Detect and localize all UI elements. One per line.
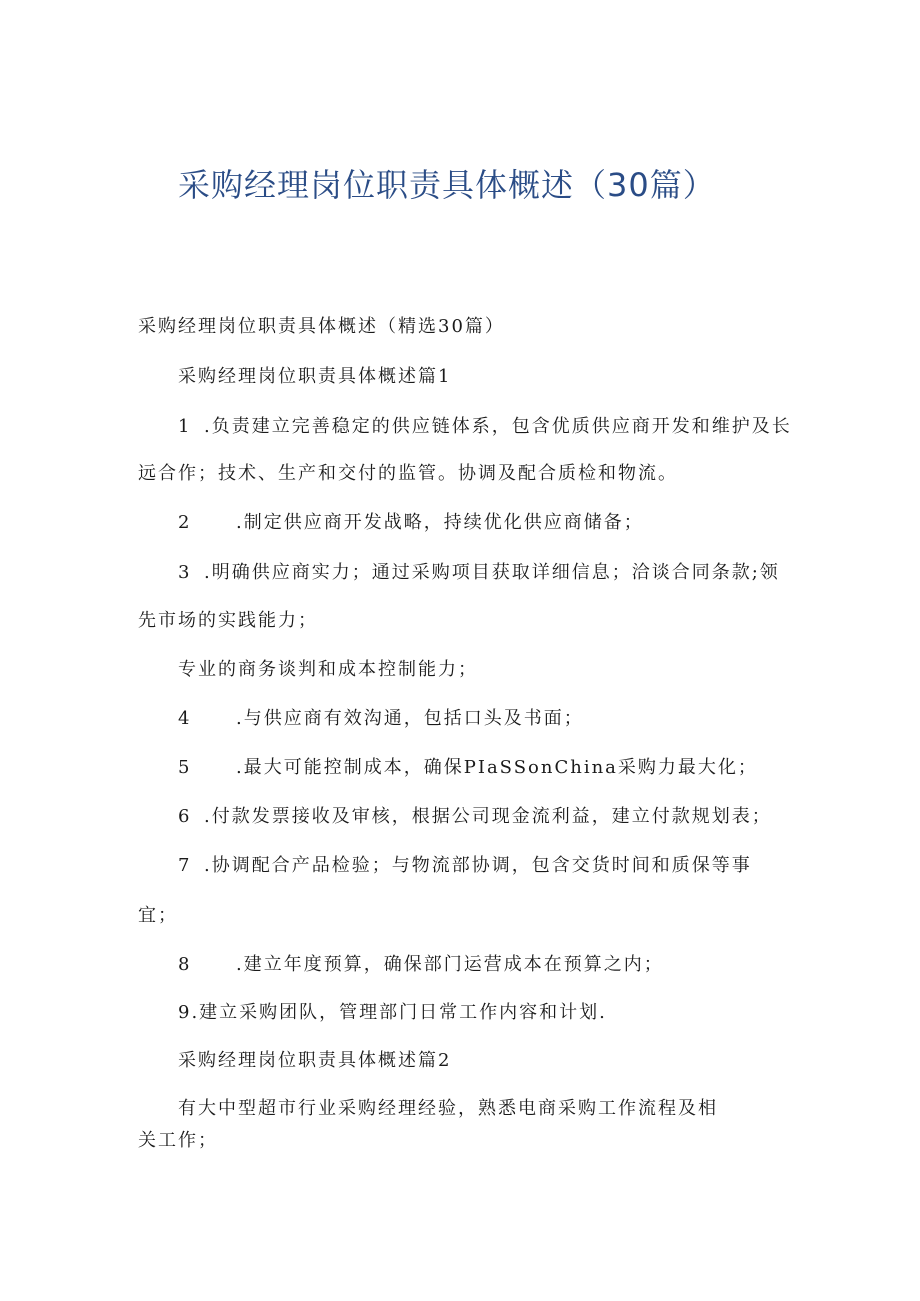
item-1-text: .负责建立完善稳定的供应链体系，包含优质供应商开发和维护及长 <box>204 416 792 437</box>
section-1-heading: 采购经理岗位职责具体概述篇1 <box>178 366 452 387</box>
item-6-text: .付款发票接收及审核，根据公司现金流利益，建立付款规划表； <box>204 806 772 827</box>
item-4 <box>178 709 584 729</box>
item-7-line-1 <box>178 856 752 876</box>
item-8-number: 8 <box>178 954 192 975</box>
item-3-text: .明确供应商实力；通过采购项目获取详细信息；洽谈合同条款;领 <box>204 562 780 583</box>
item-4-number: 4 <box>178 708 192 729</box>
item-1-line-1 <box>178 417 792 437</box>
item-5 <box>178 758 758 778</box>
item-1-line-2: 远合作；技术、生产和交付的监管。协调及配合质检和物流。 <box>138 463 678 484</box>
item-6 <box>178 807 772 827</box>
paragraph-2-line-1: 有大中型超市行业采购经理经验，熟悉电商采购工作流程及相 <box>178 1098 718 1119</box>
item-7-text: .协调配合产品检验；与物流部协调，包含交货时间和质保等事 <box>204 855 752 876</box>
item-2 <box>178 513 644 533</box>
item-2-text: .制定供应商开发战略，持续优化供应商储备； <box>236 512 644 533</box>
item-2-number: 2 <box>178 512 192 533</box>
item-8-text: .建立年度预算，确保部门运营成本在预算之内； <box>236 954 664 975</box>
item-4-text: .与供应商有效沟通，包括口头及书面； <box>236 708 584 729</box>
item-5-text: .最大可能控制成本，确保PIaSSonChina采购力最大化； <box>236 757 758 778</box>
document-title: 采购经理岗位职责具体概述（30篇） <box>178 166 716 204</box>
section-2-heading: 采购经理岗位职责具体概述篇2 <box>178 1050 452 1071</box>
item-5-number: 5 <box>178 757 192 778</box>
item-9: 9.建立采购团队，管理部门日常工作内容和计划. <box>178 1002 607 1023</box>
paragraph-2-line-2: 关工作； <box>138 1130 218 1151</box>
item-7-number: 7 <box>178 855 192 876</box>
item-7-line-2: 宜； <box>138 905 178 926</box>
extra-line: 专业的商务谈判和成本控制能力； <box>178 659 478 680</box>
item-8 <box>178 955 664 975</box>
document-subtitle: 采购经理岗位职责具体概述（精选30篇） <box>138 316 505 337</box>
item-3-number: 3 <box>178 562 192 583</box>
item-1-number: 1 <box>178 416 192 437</box>
item-3-line-1 <box>178 563 780 583</box>
item-6-number: 6 <box>178 806 192 827</box>
item-3-line-2: 先市场的实践能力； <box>138 610 318 631</box>
